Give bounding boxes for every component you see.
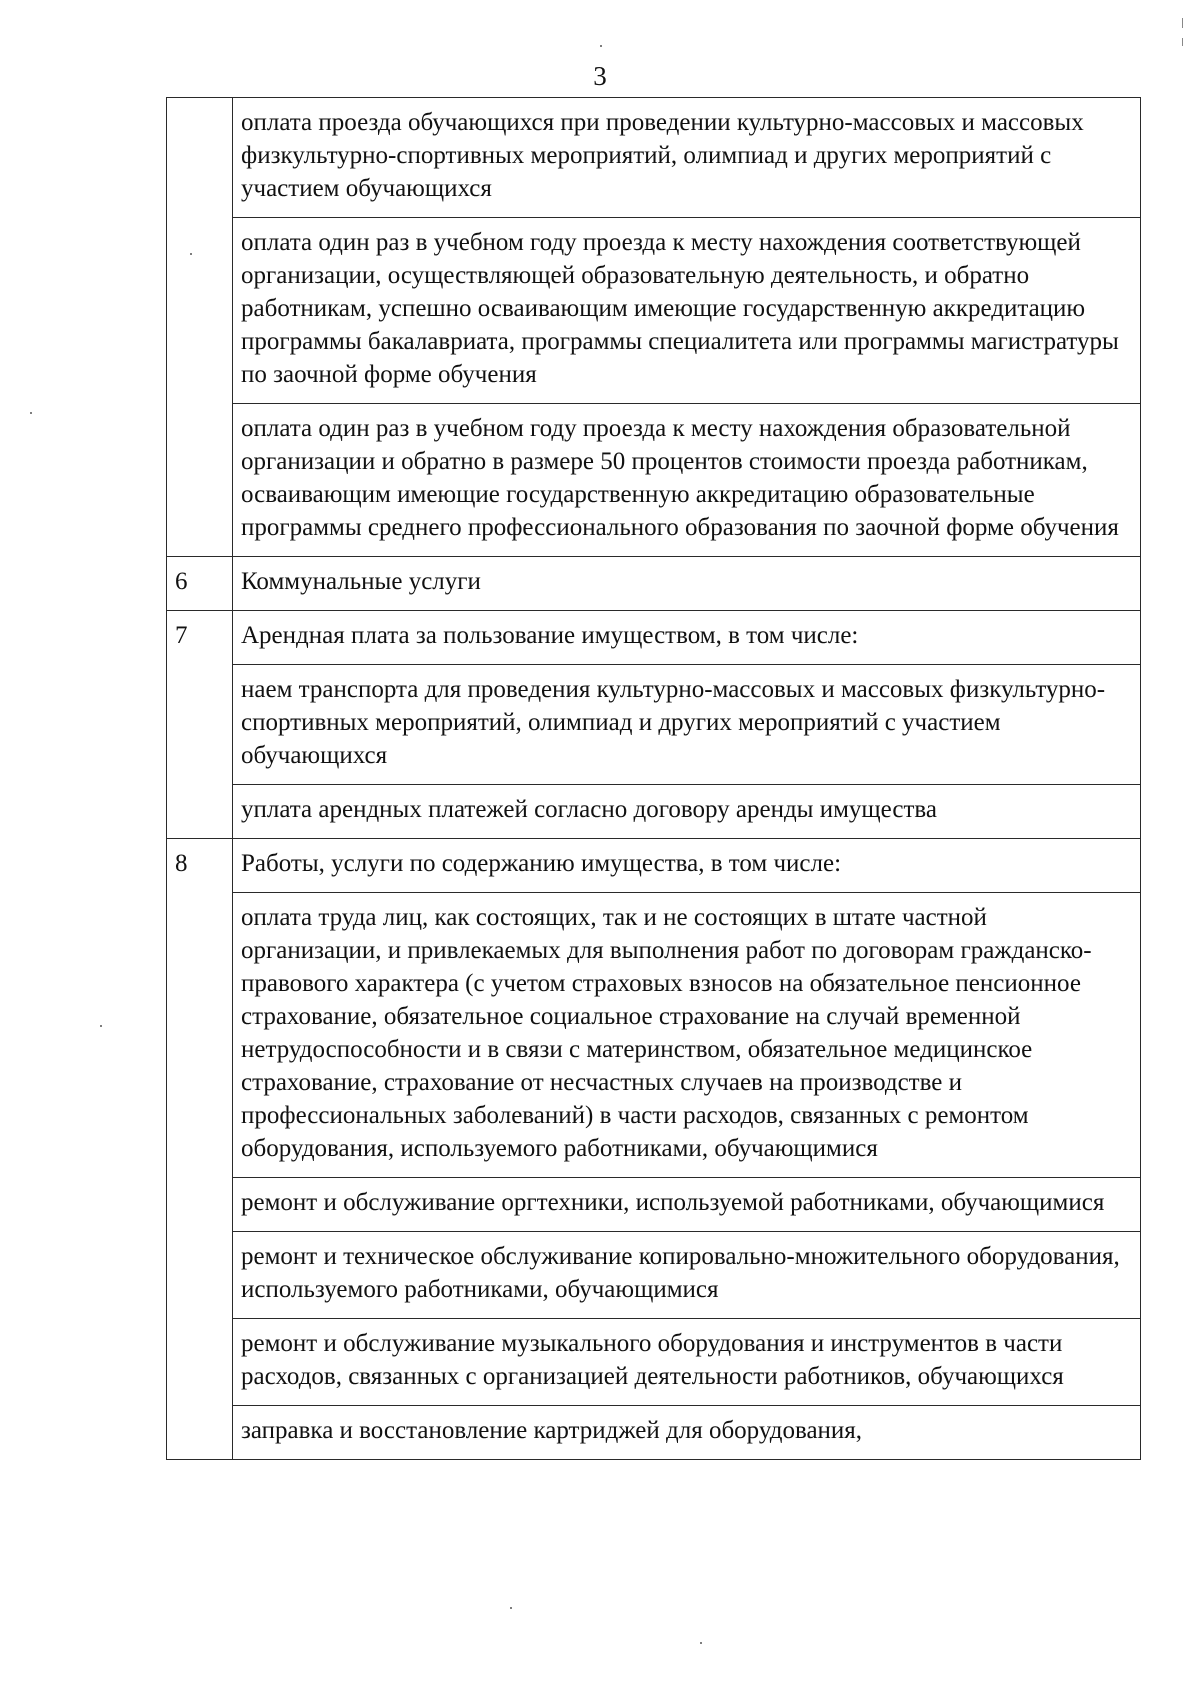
row-number-cell: 7 — [167, 611, 233, 665]
row-number-cell — [167, 785, 233, 839]
row-number-cell — [167, 1319, 233, 1406]
row-number-cell — [167, 893, 233, 1178]
scan-artifact — [1182, 38, 1183, 46]
table-row — [167, 98, 1141, 218]
row-text-cell: оплата один раз в учебном году проезда к месту нахождения соответствующей организации, осуществляющей образовательную деятельность, и обратно работникам, успешно осваивающим имеющие государственную аккредитацию программы бакалавриата, программы специалитета или программы магистратуры по заочной форме обучения — [233, 218, 1141, 404]
table-row — [167, 785, 1141, 839]
scan-artifact — [190, 253, 192, 255]
row-text-cell: Арендная плата за пользование имуществом, в том числе: — [233, 611, 1141, 665]
row-number-cell — [167, 218, 233, 404]
scan-artifact — [30, 412, 32, 414]
table-row — [167, 218, 1141, 404]
row-number-cell: 6 — [167, 557, 233, 611]
expense-table — [166, 97, 1141, 1460]
row-text-cell: оплата один раз в учебном году проезда к месту нахождения образовательной организации и обратно в размере 50 процентов стоимости проезда работникам, осваивающим имеющие государственную аккредитацию образовательные программы среднего профессионального образования по заочной форме обучения — [233, 404, 1141, 557]
row-number-cell — [167, 98, 233, 218]
scan-artifact — [700, 1642, 702, 1644]
row-text-cell: заправка и восстановление картриджей для оборудования, — [233, 1406, 1141, 1460]
table-row — [167, 1319, 1141, 1406]
row-text-cell: оплата труда лиц, как состоящих, так и не состоящих в штате частной организации, и привлекаемых для выполнения работ по договорам гражданско-правового характера (с учетом страховых взносов на обязательное пенсионное страхование, обязательное социальное страхование на случай временной нетрудоспособности и в связи с материнством, обязательное медицинское страхование, страхование от несчастных случаев на производстве и профессиональных заболеваний) в части расходов, связанных с ремонтом оборудования, используемого работниками, обучающимися — [233, 893, 1141, 1178]
row-text-cell: ремонт и техническое обслуживание копировально-множительного оборудования, используемого работниками, обучающимися — [233, 1232, 1141, 1319]
scan-artifact — [510, 1607, 512, 1609]
table-row — [167, 1178, 1141, 1232]
table-row — [167, 557, 1141, 611]
row-text-cell: Работы, услуги по содержанию имущества, в том числе: — [233, 839, 1141, 893]
row-number-cell — [167, 404, 233, 557]
row-text-cell: ремонт и обслуживание оргтехники, используемой работниками, обучающимися — [233, 1178, 1141, 1232]
table-row — [167, 839, 1141, 893]
scan-artifact — [100, 1025, 102, 1027]
scan-artifact — [600, 45, 602, 47]
table-row — [167, 665, 1141, 785]
row-number-cell — [167, 1178, 233, 1232]
table-row — [167, 893, 1141, 1178]
row-text-cell: уплата арендных платежей согласно договору аренды имущества — [233, 785, 1141, 839]
scan-artifact — [1182, 18, 1183, 28]
row-number-cell — [167, 1406, 233, 1460]
row-text-cell: оплата проезда обучающихся при проведении культурно-массовых и массовых физкультурно-спортивных мероприятий, олимпиад и других мероприятий с участием обучающихся — [233, 98, 1141, 218]
row-number-cell — [167, 1232, 233, 1319]
row-number-cell: 8 — [167, 839, 233, 893]
row-text-cell: наем транспорта для проведения культурно-массовых и массовых физкультурно-спортивных мероприятий, олимпиад и других мероприятий с участием обучающихся — [233, 665, 1141, 785]
row-text-cell: ремонт и обслуживание музыкального оборудования и инструментов в части расходов, связанных с организацией деятельности работников, обучающихся — [233, 1319, 1141, 1406]
row-text-cell: Коммунальные услуги — [233, 557, 1141, 611]
page-number: 3 — [593, 61, 607, 91]
table-row — [167, 1232, 1141, 1319]
table-row — [167, 404, 1141, 557]
table-row — [167, 611, 1141, 665]
row-number-cell — [167, 665, 233, 785]
table-row — [167, 1406, 1141, 1460]
